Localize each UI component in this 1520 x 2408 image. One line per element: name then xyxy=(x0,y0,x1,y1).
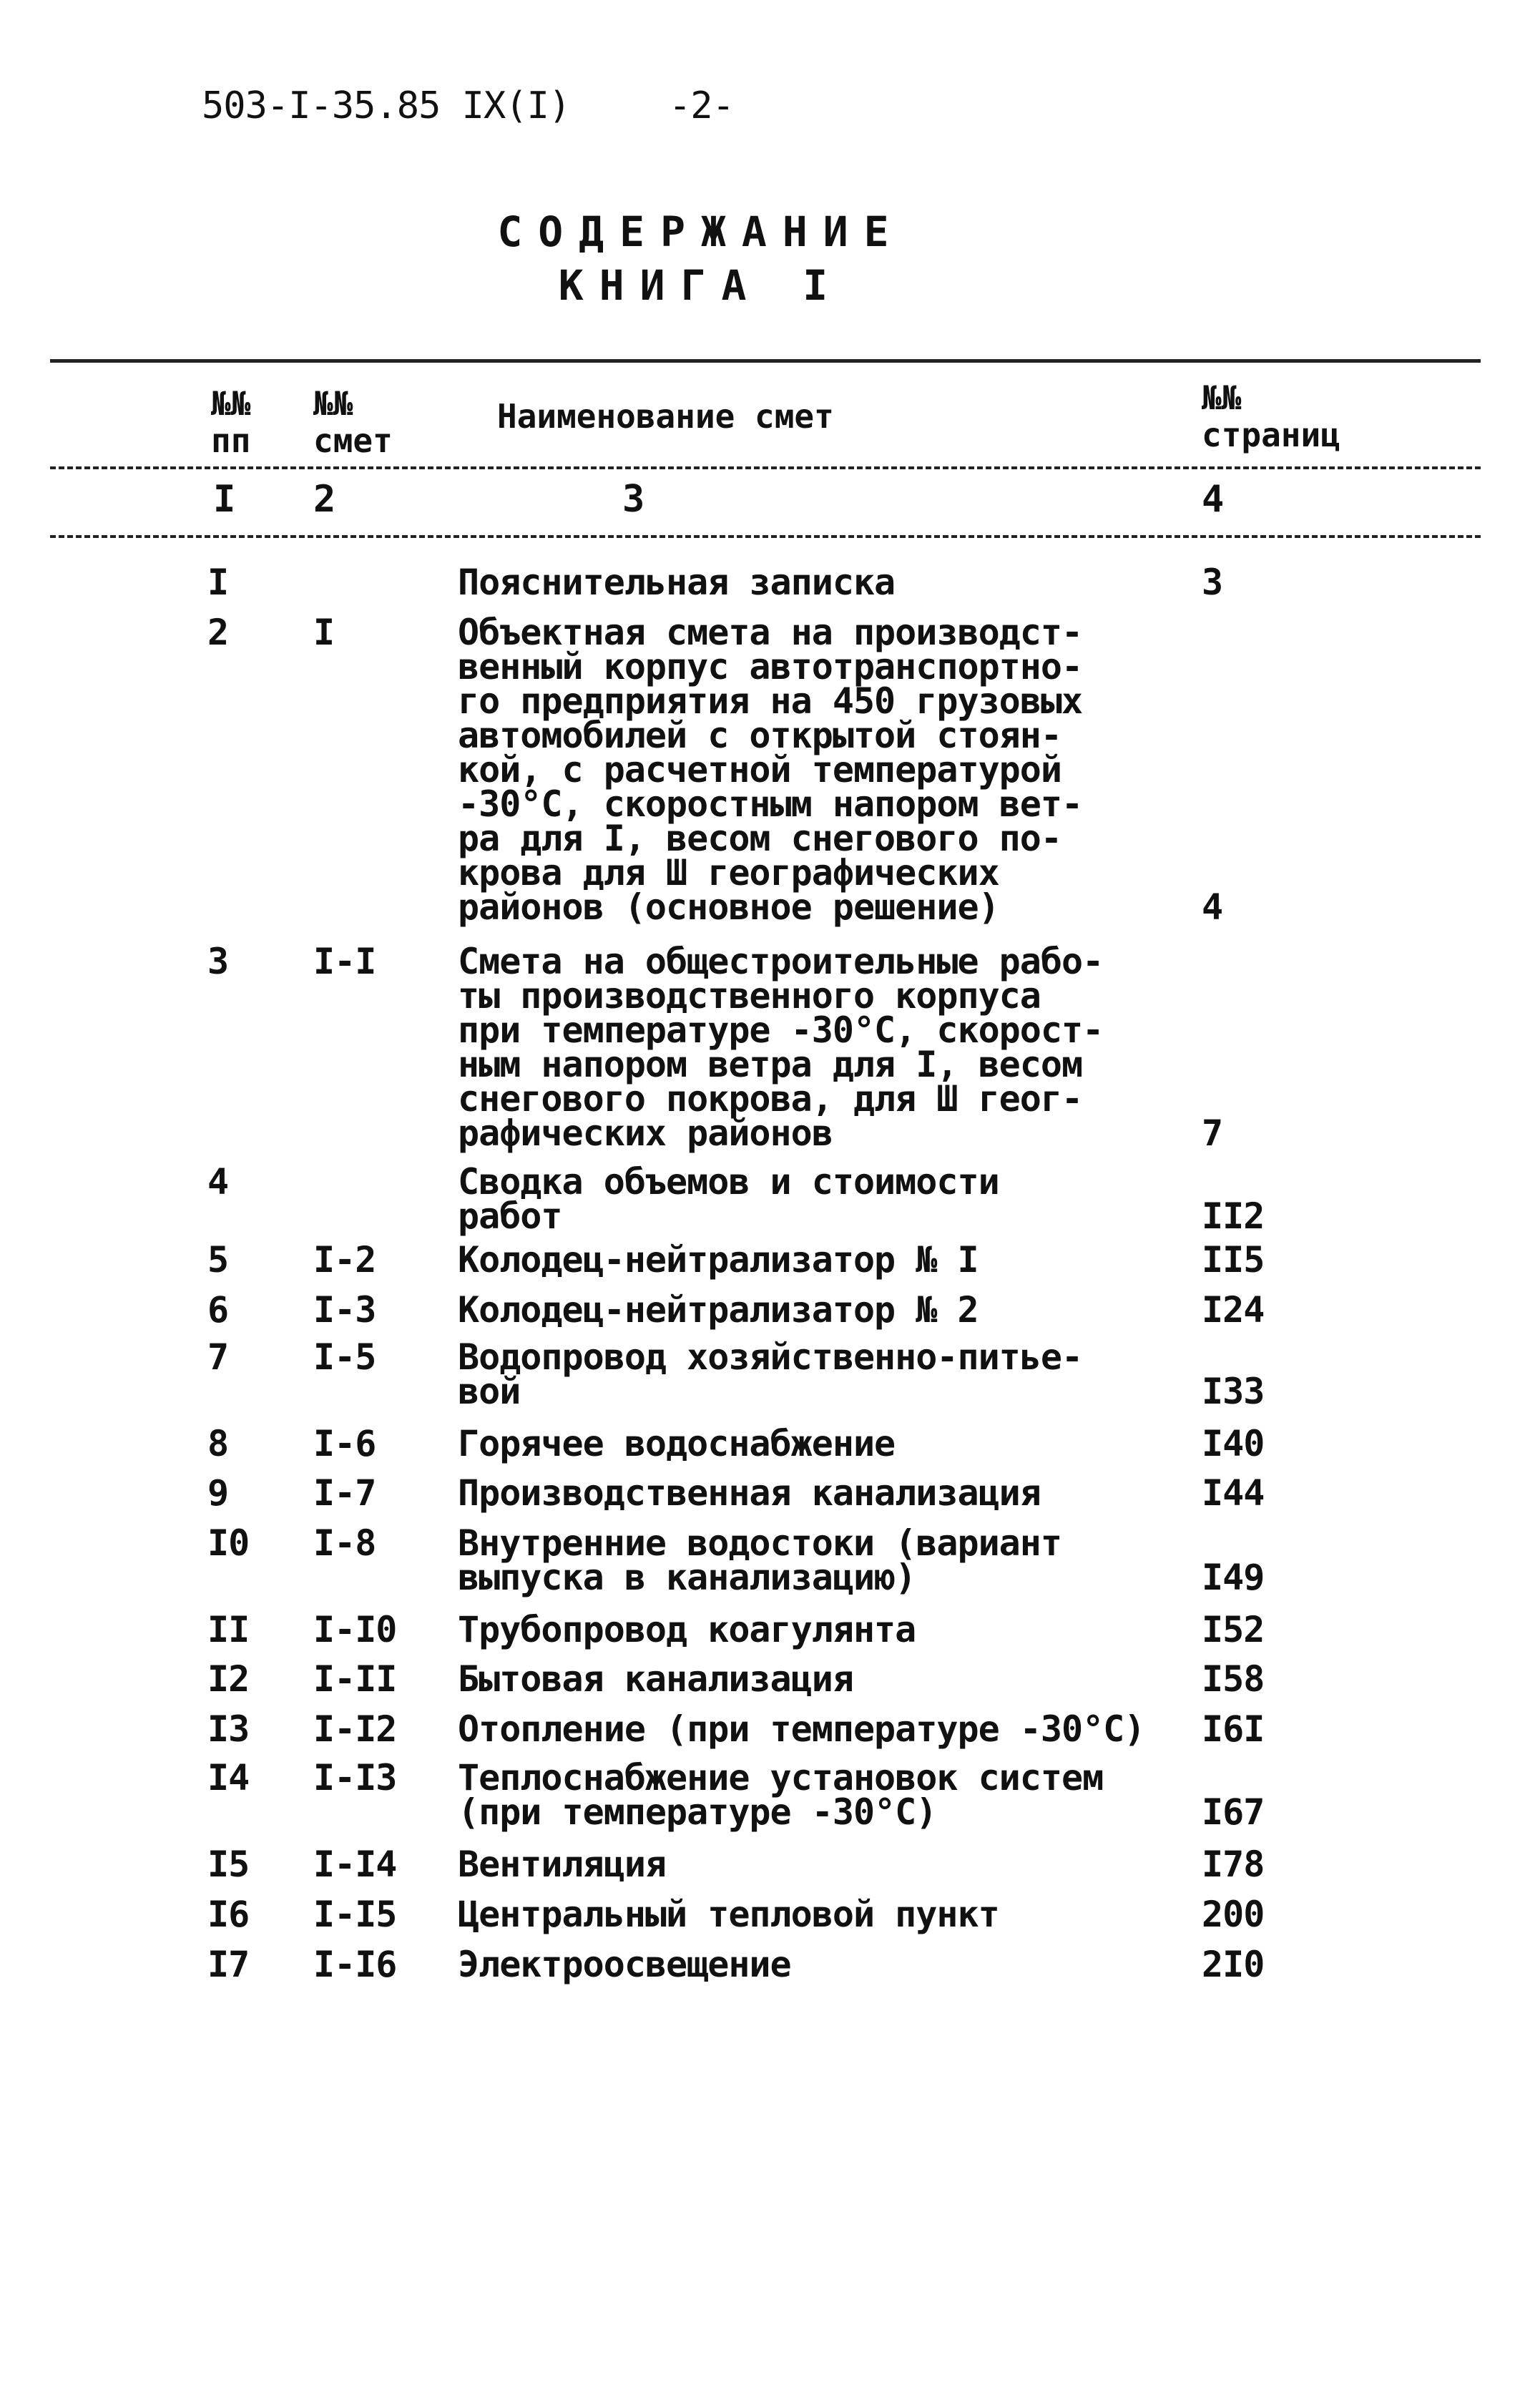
row-page: I44 xyxy=(1202,1472,1265,1514)
row-page: 2I0 xyxy=(1202,1944,1265,1985)
row-number: I4 xyxy=(207,1757,250,1798)
row-smeta-number: I-I3 xyxy=(313,1757,397,1798)
table-top-rule xyxy=(50,359,1481,363)
row-smeta-number: I-5 xyxy=(313,1336,376,1378)
column-number: 3 xyxy=(622,478,645,521)
row-name: Горячее водоснабжение xyxy=(458,1423,896,1464)
row-number: 6 xyxy=(207,1289,229,1331)
row-number: I5 xyxy=(207,1844,250,1885)
column-header-smeta: №№ смет xyxy=(313,384,393,460)
row-smeta-number: I-8 xyxy=(313,1522,376,1564)
row-page: I24 xyxy=(1202,1289,1265,1331)
row-number: I7 xyxy=(207,1944,250,1985)
row-page: II5 xyxy=(1202,1239,1265,1281)
row-name: Пояснительная записка xyxy=(458,562,896,603)
row-name: Вентиляция xyxy=(458,1844,667,1885)
row-page: I33 xyxy=(1202,1371,1265,1412)
row-page: I78 xyxy=(1202,1844,1265,1885)
column-number: I xyxy=(213,478,236,521)
row-name: Отопление (при температуре -30°С) xyxy=(458,1708,1145,1750)
row-name: Внутренние водостоки (вариант выпуска в канализацию) xyxy=(458,1522,1061,1598)
title-book: КНИГА I xyxy=(558,261,844,310)
row-smeta-number: I-6 xyxy=(313,1423,376,1464)
document-code: 503-I-35.85 IX(I) xyxy=(202,84,571,127)
row-number: I xyxy=(207,562,229,603)
row-smeta-number: I-I2 xyxy=(313,1708,397,1750)
row-number: 2 xyxy=(207,612,229,653)
row-number: 4 xyxy=(207,1161,229,1203)
row-number: 3 xyxy=(207,941,229,982)
row-name: Производственная канализация xyxy=(458,1472,1041,1514)
column-header-name: Наименование смет xyxy=(497,397,834,436)
row-number: 8 xyxy=(207,1423,229,1464)
header-divider xyxy=(50,466,1481,469)
row-smeta-number: I-2 xyxy=(313,1239,376,1281)
column-header-num: №№ пп xyxy=(211,384,251,460)
row-number: I2 xyxy=(207,1658,250,1700)
row-smeta-number: I-I xyxy=(313,941,376,982)
row-smeta-number: I xyxy=(313,612,335,653)
row-page: 7 xyxy=(1202,1112,1223,1154)
row-smeta-number: I-I5 xyxy=(313,1894,397,1935)
row-name: Бытовая канализация xyxy=(458,1658,853,1700)
page-number: -2- xyxy=(669,84,734,127)
row-name: Сводка объемов и стоимости работ xyxy=(458,1161,999,1237)
row-page: 4 xyxy=(1202,886,1223,928)
row-name: Центральный тепловой пункт xyxy=(458,1894,999,1935)
row-name: Смета на общестроительные рабо- ты производственного корпуса при температуре -30°С, скорост- ным напором ветра для I, весом снегового покрова, для Ш геог- рафических районов xyxy=(458,941,1104,1154)
row-page: I6I xyxy=(1202,1708,1265,1750)
row-number: II xyxy=(207,1609,250,1650)
row-smeta-number: I-3 xyxy=(313,1289,376,1331)
row-page: 200 xyxy=(1202,1894,1265,1935)
row-name: Колодец-нейтрализатор № I xyxy=(458,1239,979,1281)
row-page: 3 xyxy=(1202,562,1223,603)
column-number: 2 xyxy=(313,478,336,521)
row-name: Электроосвещение xyxy=(458,1944,791,1985)
title-contents: СОДЕРЖАНИЕ xyxy=(497,207,905,256)
row-name: Колодец-нейтрализатор № 2 xyxy=(458,1289,979,1331)
row-number: 9 xyxy=(207,1472,229,1514)
row-page: I58 xyxy=(1202,1658,1265,1700)
column-header-pages: №№ страниц xyxy=(1202,378,1340,454)
row-name: Теплоснабжение установок систем (при температуре -30°С) xyxy=(458,1757,1104,1833)
row-number: I0 xyxy=(207,1522,250,1564)
row-name: Водопровод хозяйственно-питье- вой xyxy=(458,1336,1083,1412)
row-smeta-number: I-I0 xyxy=(313,1609,397,1650)
row-smeta-number: I-7 xyxy=(313,1472,376,1514)
column-number: 4 xyxy=(1202,478,1225,521)
row-name: Объектная смета на производст- венный корпус автотранспортно- го предприятия на 450 грузовых автомобилей с открытой стоян- кой, с расчетной температурой -30°С, скоростным напором вет- ра для I, весом снегового по- крова для Ш географических районов (основное решение) xyxy=(458,612,1083,928)
row-smeta-number: I-I4 xyxy=(313,1844,397,1885)
row-number: 7 xyxy=(207,1336,229,1378)
row-smeta-number: I-I6 xyxy=(313,1944,397,1985)
row-number: I3 xyxy=(207,1708,250,1750)
row-page: I49 xyxy=(1202,1557,1265,1598)
row-page: II2 xyxy=(1202,1195,1265,1237)
row-page: I67 xyxy=(1202,1791,1265,1833)
row-number: 5 xyxy=(207,1239,229,1281)
row-number: I6 xyxy=(207,1894,250,1935)
row-smeta-number: I-II xyxy=(313,1658,397,1700)
column-number-divider xyxy=(50,535,1481,538)
row-page: I40 xyxy=(1202,1423,1265,1464)
row-page: I52 xyxy=(1202,1609,1265,1650)
row-name: Трубопровод коагулянта xyxy=(458,1609,916,1650)
